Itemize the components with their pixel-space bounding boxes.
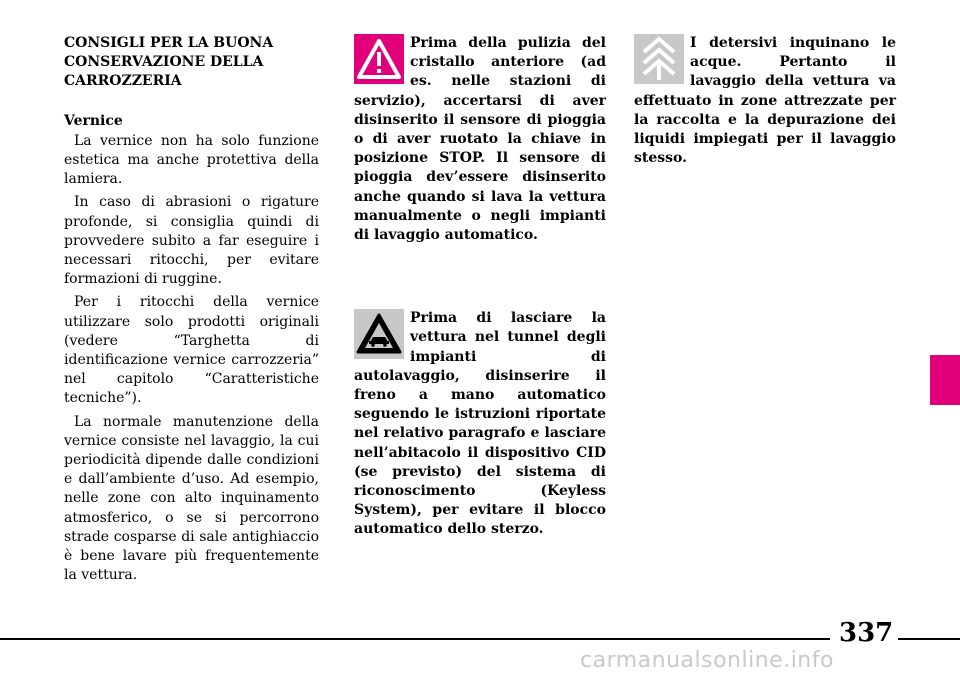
- middle-column: [354, 34, 606, 540]
- paragraph: La vernice non ha solo funzione estetica ma anche protettiva della lamiera.: [64, 132, 319, 188]
- section-title: CONSIGLI PER LA BUONA CONSERVAZIONE DELLA CARROZZERIA: [64, 35, 274, 90]
- warning-text: Prima della pulizia del cristallo anteriore (ad es. nelle stazioni di servizio), accertarsi di aver disinserito il sensore di pioggia o di aver ruotato la chiave in posizione STOP. Il sensore di pioggia dev’essere disinserito anche quando si lava la vettura manualmente o negli impianti di lavaggio automatico.: [354, 35, 606, 244]
- paragraph: Per i ritocchi della vernice utilizzare solo prodotti originali (vedere “Targhetta di identificazione vernice carrozzeria” nel capitolo “Caratteristiche tecniche”).: [64, 294, 319, 407]
- page-number: 337: [839, 618, 894, 648]
- right-column: [634, 34, 896, 168]
- chapter-tab: [930, 355, 960, 405]
- paragraph: La normale manutenzione della vernice consiste nel lavaggio, la cui periodicità dipende dalle condizioni e dall’ambiente d’uso. Ad esempio, nelle zone con alto inquinamento atmosferico, o se si percorrono strade cosparse di sale antighiaccio è bene lavare più frequentemente la vettura.: [64, 413, 319, 584]
- environment-tree-icon: [634, 34, 684, 84]
- warning-block: [354, 34, 606, 245]
- footer-rule: [898, 638, 960, 640]
- car-hazard-icon: [354, 309, 404, 359]
- environment-note: [634, 34, 896, 168]
- left-column: [64, 34, 319, 589]
- watermark: carmanualsonline.info: [580, 648, 834, 673]
- warning-block: [354, 309, 606, 539]
- warning-triangle-icon: [354, 34, 404, 84]
- paragraph: In caso di abrasioni o rigature profonde, si consiglia quindi di provvedere subito a far eseguire i necessari ritocchi, per evitare formazioni di ruggine.: [64, 194, 319, 288]
- environment-text: I detersivi inquinano le acque. Pertanto il lavaggio della vettura va effettuato in zone attrezzate per la raccolta e la depurazione dei liquidi impiegati per il lavaggio stesso.: [634, 35, 896, 167]
- subsection-heading: Vernice: [64, 112, 123, 129]
- footer-rule: [0, 638, 830, 640]
- warning-text: Prima di lasciare la vettura nel tunnel degli impianti di autolavaggio, disinserire il freno a mano automatico seguendo le istruzioni riportate nel relativo paragrafo e lasciare nell’abitacolo il dispositivo CID (se previsto) del sistema di riconoscimento (Keyless System), per evitare il blocco automatico dello sterzo.: [354, 310, 606, 538]
